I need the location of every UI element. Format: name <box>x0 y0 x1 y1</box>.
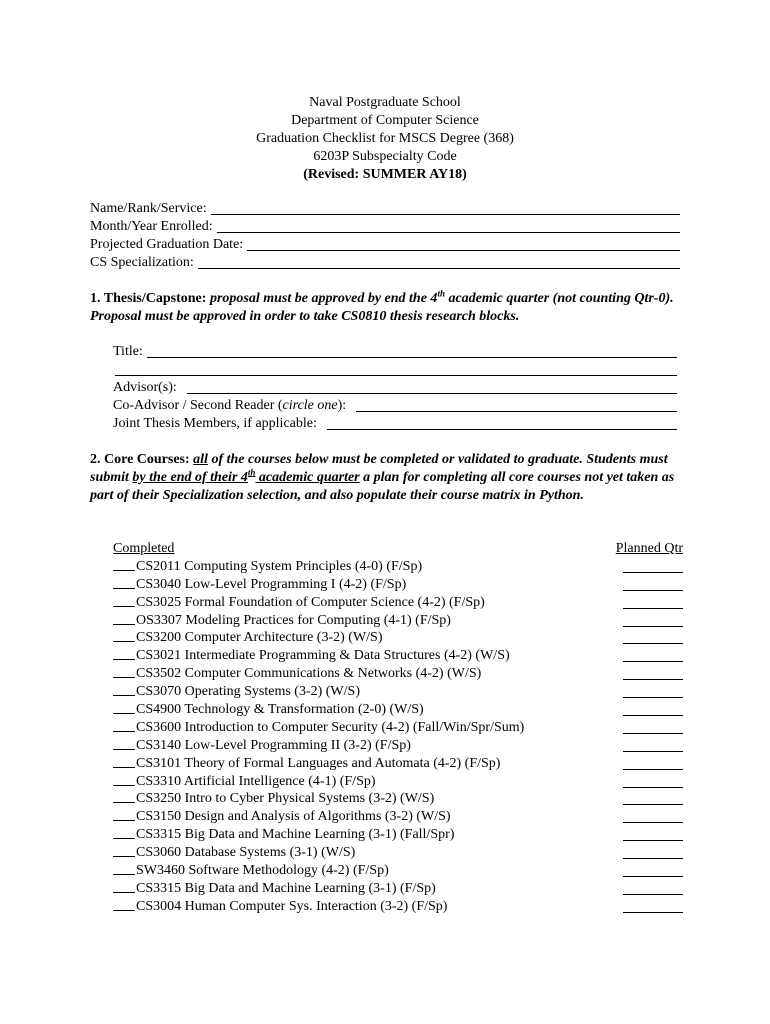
planned-qtr-blank[interactable] <box>623 590 683 591</box>
course-name <box>113 576 406 594</box>
planned-qtr-blank[interactable] <box>623 626 683 627</box>
planned-qtr-header: Planned Qtr <box>615 541 683 556</box>
completed-checkbox-blank[interactable] <box>113 801 135 803</box>
course-label: CS3250 Intro to Cyber Physical Systems (3-2) (W/S) <box>136 791 435 807</box>
section2-text-a: of the courses below must be completed or validated to graduate. Students must submit <box>90 452 668 485</box>
cs-specialization-field[interactable] <box>90 254 680 272</box>
month-year-enrolled-field[interactable] <box>90 218 680 236</box>
document-header <box>0 94 770 184</box>
section2-sup: th <box>247 467 256 478</box>
completed-checkbox-blank[interactable] <box>113 569 135 571</box>
course-row <box>113 701 683 719</box>
course-name <box>113 773 376 791</box>
advisor-label: Advisor(s): <box>113 380 177 395</box>
name-rank-service-label: Name/Rank/Service: <box>90 201 207 216</box>
course-row <box>113 576 683 594</box>
section-thesis-capstone <box>90 290 680 326</box>
course-row <box>113 665 683 683</box>
completed-checkbox-blank[interactable] <box>113 640 135 642</box>
course-row <box>113 898 683 916</box>
planned-qtr-blank[interactable] <box>623 643 683 644</box>
course-label: OS3307 Modeling Practices for Computing (4-1) (F/Sp) <box>136 612 451 628</box>
course-row <box>113 719 683 737</box>
course-label: CS3025 Formal Foundation of Computer Science (4-2) (F/Sp) <box>136 594 485 610</box>
course-row <box>113 862 683 880</box>
completed-checkbox-blank[interactable] <box>113 712 135 714</box>
course-label: CS3600 Introduction to Computer Security (4-2) (Fall/Win/Spr/Sum) <box>136 719 525 735</box>
course-label: SW3460 Software Methodology (4-2) (F/Sp) <box>136 863 389 879</box>
course-row <box>113 880 683 898</box>
course-row <box>113 594 683 612</box>
joint-members-blank[interactable] <box>327 428 677 430</box>
course-rows <box>113 558 683 916</box>
course-row <box>113 791 683 809</box>
planned-qtr-blank[interactable] <box>623 697 683 698</box>
course-checklist-header <box>113 540 683 558</box>
coadvisor-blank[interactable] <box>356 410 677 412</box>
projected-graduation-label: Projected Graduation Date: <box>90 237 244 252</box>
course-name <box>113 647 510 665</box>
coadvisor-label <box>113 397 346 415</box>
course-label: CS2011 Computing System Principles (4-0) (F/Sp) <box>136 558 423 574</box>
advisor-blank[interactable] <box>187 392 677 394</box>
completed-checkbox-blank[interactable] <box>113 587 135 589</box>
course-name <box>113 862 389 880</box>
section2-all: all <box>193 452 208 467</box>
section1-text-b: academic quarter (not counting Qtr-0). Proposal must be approved in order to take CS0810 thesis research blocks. <box>90 291 674 324</box>
course-label: CS3004 Human Computer Sys. Interaction (3-2) (F/Sp) <box>136 898 448 914</box>
projected-graduation-field[interactable] <box>90 236 680 254</box>
course-name <box>113 665 481 683</box>
planned-qtr-blank[interactable] <box>623 858 683 859</box>
department-name: Department of Computer Science <box>291 113 479 128</box>
course-label: CS3315 Big Data and Machine Learning (3-1) (Fall/Spr) <box>136 827 455 843</box>
planned-qtr-blank[interactable] <box>623 733 683 734</box>
subspecialty-code: 6203P Subspecialty Code <box>313 149 457 164</box>
name-rank-service-blank[interactable] <box>211 213 680 215</box>
planned-qtr-blank[interactable] <box>623 840 683 841</box>
course-row <box>113 612 683 630</box>
planned-qtr-blank[interactable] <box>623 822 683 823</box>
course-name <box>113 629 383 647</box>
course-name <box>113 701 424 719</box>
coadvisor-label-italic: circle one <box>282 398 338 413</box>
completed-checkbox-blank[interactable] <box>113 623 135 625</box>
course-label: CS3140 Low-Level Programming II (3-2) (F/Sp) <box>136 737 411 753</box>
projected-graduation-blank[interactable] <box>247 249 680 251</box>
course-label: CS3200 Computer Architecture (3-2) (W/S) <box>136 630 383 646</box>
completed-checkbox-blank[interactable] <box>113 766 135 768</box>
planned-qtr-blank[interactable] <box>623 787 683 788</box>
thesis-title-blank-2[interactable] <box>115 374 677 376</box>
course-row <box>113 844 683 862</box>
course-name <box>113 844 355 862</box>
planned-qtr-blank[interactable] <box>623 608 683 609</box>
joint-members-field[interactable] <box>113 415 677 433</box>
name-rank-service-field[interactable] <box>90 200 680 218</box>
completed-checkbox-blank[interactable] <box>113 605 135 607</box>
planned-qtr-blank[interactable] <box>623 679 683 680</box>
cs-specialization-label: CS Specialization: <box>90 255 194 270</box>
course-name <box>113 612 451 630</box>
school-name: Naval Postgraduate School <box>309 95 461 110</box>
course-name <box>113 719 524 737</box>
course-checklist <box>113 540 683 916</box>
section-core-courses <box>90 451 690 505</box>
thesis-title-blank[interactable] <box>147 356 677 358</box>
course-label: CS3315 Big Data and Machine Learning (3-1) (F/Sp) <box>136 880 436 896</box>
course-name <box>113 808 451 826</box>
course-name <box>113 826 454 844</box>
completed-checkbox-blank[interactable] <box>113 694 135 696</box>
planned-qtr-blank[interactable] <box>623 661 683 662</box>
revision-note: (Revised: SUMMER AY18) <box>303 167 467 182</box>
course-name <box>113 683 360 701</box>
course-name <box>113 755 500 773</box>
course-name <box>113 594 485 612</box>
completed-checkbox-blank[interactable] <box>113 658 135 660</box>
course-name <box>113 790 434 808</box>
section1-sup: th <box>437 288 445 299</box>
course-row <box>113 826 683 844</box>
course-label: CS3310 Artificial Intelligence (4-1) (F/Sp) <box>136 773 376 789</box>
completed-checkbox-blank[interactable] <box>113 873 135 875</box>
course-label: CS3021 Intermediate Programming & Data Structures (4-2) (W/S) <box>136 648 510 664</box>
course-name <box>113 737 411 755</box>
course-label: CS3150 Design and Analysis of Algorithms (3-2) (W/S) <box>136 809 451 825</box>
coadvisor-label-b: ): <box>337 398 347 413</box>
month-year-enrolled-blank[interactable] <box>217 231 680 233</box>
course-label: CS3101 Theory of Formal Languages and Automata (4-2) (F/Sp) <box>136 755 501 771</box>
course-label: CS3040 Low-Level Programming I (4-2) (F/Sp) <box>136 576 407 592</box>
planned-qtr-blank[interactable] <box>623 751 683 752</box>
joint-members-label: Joint Thesis Members, if applicable: <box>113 416 317 431</box>
thesis-title-label: Title: <box>113 344 143 359</box>
completed-checkbox-blank[interactable] <box>113 819 135 821</box>
section2-underlined: by the end of their 4 <box>132 470 248 485</box>
course-row <box>113 630 683 648</box>
course-name <box>113 880 436 898</box>
completed-checkbox-blank[interactable] <box>113 909 135 911</box>
section1-heading: 1. Thesis/Capstone: <box>90 291 207 306</box>
course-row <box>113 683 683 701</box>
checklist-title: Graduation Checklist for MSCS Degree (368) <box>256 131 514 146</box>
completed-checkbox-blank[interactable] <box>113 837 135 839</box>
course-label: CS3070 Operating Systems (3-2) (W/S) <box>136 684 360 700</box>
thesis-title-field[interactable] <box>113 343 677 361</box>
course-name <box>113 898 447 916</box>
course-row <box>113 558 683 576</box>
course-row <box>113 647 683 665</box>
completed-checkbox-blank[interactable] <box>113 730 135 732</box>
course-name <box>113 558 422 576</box>
course-label: CS4900 Technology & Transformation (2-0) (W/S) <box>136 702 424 718</box>
thesis-title-second-line[interactable] <box>113 361 677 379</box>
completed-checkbox-blank[interactable] <box>113 784 135 786</box>
planned-qtr-blank[interactable] <box>623 715 683 716</box>
course-label: CS3502 Computer Communications & Networks (4-2) (W/S) <box>136 666 482 682</box>
course-row <box>113 737 683 755</box>
completed-checkbox-blank[interactable] <box>113 748 135 750</box>
section2-text-b: a plan for completing all core courses not yet taken as part of their Specialization selection, and also populate their course matrix in Python. <box>90 470 675 503</box>
planned-qtr-blank[interactable] <box>623 572 683 573</box>
coadvisor-field[interactable] <box>113 397 677 415</box>
planned-qtr-blank[interactable] <box>623 912 683 913</box>
thesis-fields <box>113 343 677 433</box>
planned-qtr-blank[interactable] <box>623 769 683 770</box>
course-label: CS3060 Database Systems (3-1) (W/S) <box>136 845 356 861</box>
completed-checkbox-blank[interactable] <box>113 855 135 857</box>
planned-qtr-blank[interactable] <box>623 804 683 805</box>
course-row <box>113 773 683 791</box>
cs-specialization-blank[interactable] <box>198 267 680 269</box>
month-year-enrolled-label: Month/Year Enrolled: <box>90 219 213 234</box>
planned-qtr-blank[interactable] <box>623 894 683 895</box>
completed-checkbox-blank[interactable] <box>113 891 135 893</box>
course-row <box>113 808 683 826</box>
completed-checkbox-blank[interactable] <box>113 676 135 678</box>
student-info-fields <box>90 200 680 272</box>
advisor-field[interactable] <box>113 379 677 397</box>
section2-heading: 2. Core Courses: <box>90 452 190 467</box>
coadvisor-label-a: Co-Advisor / Second Reader ( <box>113 398 283 413</box>
completed-header: Completed <box>113 541 175 556</box>
course-row <box>113 755 683 773</box>
section2-underlined2: academic quarter <box>255 470 360 485</box>
planned-qtr-blank[interactable] <box>623 876 683 877</box>
section1-text-a: proposal must be approved by end the 4 <box>206 291 438 306</box>
